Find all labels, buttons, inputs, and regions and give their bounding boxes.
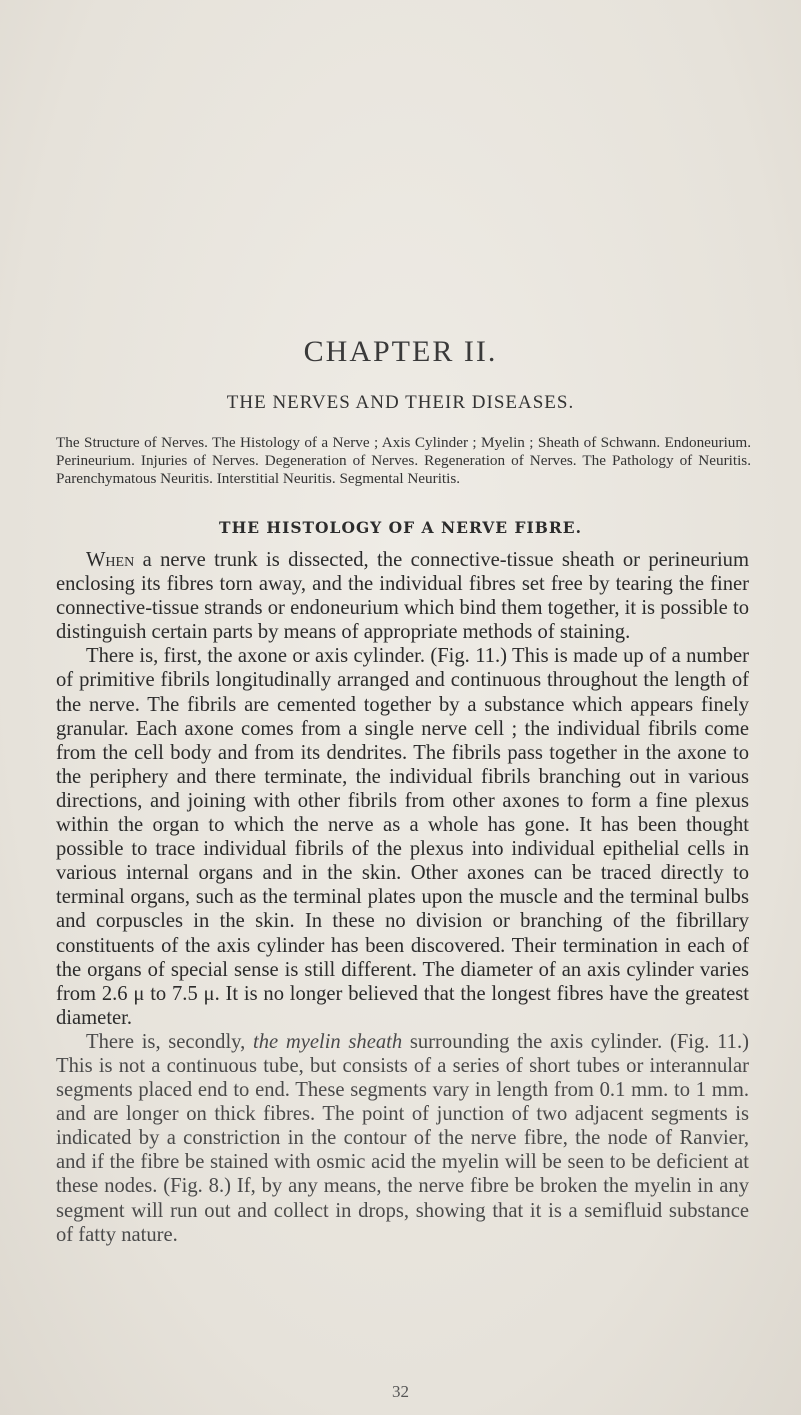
page-number: 32 xyxy=(392,1382,409,1401)
chapter-heading: CHAPTER II. xyxy=(303,335,498,368)
paragraph-2: There is, first, the axone or axis cylinder. (Fig. 11.) This is made up of a number of primitive fibrils longitudinally arranged and continuous throughout the length of the nerve. The fibrils are cemented together by a substance which appears finely granular. Each axone comes from a single nerve cell ; the individual fibrils come from the cell body and from its dendrites. The fibrils pass together in the axone to the periphery and there terminate, the individual fibrils branching out in various directions, and joining with other fibrils from other axones to form a fine plexus within the organ to which the nerve as a whole has gone. It has been thought possible to trace individual fibrils of the plexus into individual epithelial cells in various internal organs and in the skin. Other axones can be traced directly to terminal organs, such as the terminal plates upon the muscle and the terminal bulbs and corpuscles in the skin. In these no division or branching of the fibrillary constituents of the axis cylinder has been discovered. Their termination in each of the organs of special sense is still different. The diameter of an axis cylinder varies from 2.6 μ to 7.5 μ. It is no longer believed that the longest fibres have the greatest diameter. xyxy=(56,645,749,1029)
paragraph-3 xyxy=(56,1030,749,1247)
section-heading: THE HISTOLOGY OF A NERVE FIBRE. xyxy=(219,518,582,537)
paragraph-3-start: There is, secondly, xyxy=(86,1030,253,1053)
paragraph-1 xyxy=(56,548,749,644)
paragraph-3-emphasis: the myelin sheath xyxy=(252,1030,403,1053)
chapter-synopsis: The Structure of Nerves. The Histology of a Nerve ; Axis Cylinder ; Myelin ; Sheath of Schwann. Endoneurium. Perineurium. Injuries of Nerves. Degeneration of Nerves. Regeneration of Nerves. The Pathology of Neuritis. Parenchymatous Neuritis. Interstitial Neuritis. Segmental Neuritis. xyxy=(56,434,751,487)
paragraph-1-lead: When xyxy=(86,549,135,571)
chapter-title: THE NERVES AND THEIR DISEASES. xyxy=(226,392,575,413)
paragraph-1-text: a nerve trunk is dissected, the connective-tissue sheath or perineurium enclosing its fibres torn away, and the individual fibres set free by tearing the finer connective-tissue strands or endoneurium which bind them together, it is possible to distinguish certain parts by means of appropriate methods of staining. xyxy=(56,549,749,644)
paragraph-3-end: surrounding the axis cylinder. (Fig. 11.) This is not a continuous tube, but consists of a series of short tubes or interannular segments placed end to end. These segments vary in length from 0.1 mm. to 1 mm. and are longer on thick fibres. The point of junction of two adjacent segments is indicated by a constriction in the contour of the nerve fibre, the node of Ranvier, and if the fibre be stained with osmic acid the myelin will be seen to be deficient at these nodes. (Fig. 8.) If, by any means, the nerve fibre be broken the myelin in any segment will run out and collect in drops, showing that it is a semifluid substance of fatty nature. xyxy=(56,1030,749,1246)
body-text xyxy=(56,548,749,1247)
